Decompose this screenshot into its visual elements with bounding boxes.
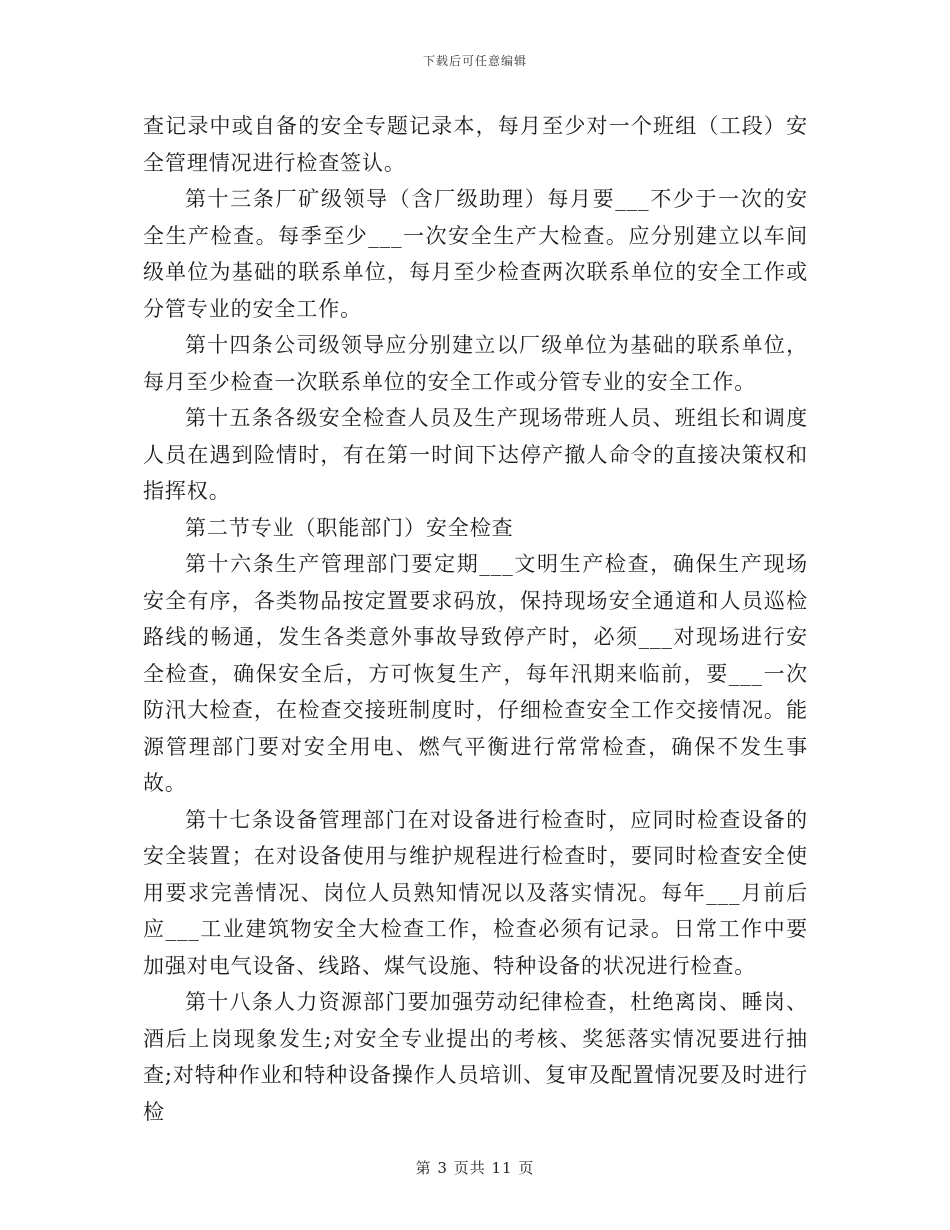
paragraph-article-15: 第十五条各级安全检查人员及生产现场带班人员、班组长和调度人员在遇到险情时，有在第一时间下达停产撤人命令的直接决策权和指挥权。 <box>143 406 808 503</box>
paragraph-article-14: 第十四条公司级领导应分别建立以厂级单位为基础的联系单位，每月至少检查一次联系单位的安全工作或分管专业的安全工作。 <box>143 333 808 394</box>
page-number: 第 3 页共 11 页 <box>415 1159 535 1177</box>
paragraph-article-17: 第十七条设备管理部门在对设备进行检查时，应同时检查设备的安全装置；在对设备使用与维护规程进行检查时，要同时检查安全使用要求完善情况、岗位人员熟知情况以及落实情况。每年___月前后应___工业建筑物安全大检查工作，检查必须有记录。日常工作中要加强对电气设备、线路、煤气设施、特种设备的状况进行检查。 <box>143 807 808 978</box>
paragraph-continuation: 查记录中或自备的安全专题记录本，每月至少对一个班组（工段）安全管理情况进行检查签认。 <box>143 114 808 175</box>
paragraph-article-13: 第十三条厂矿级领导（含厂级助理）每月要___不少于一次的安全生产检查。每季至少___一次安全生产大检查。应分别建立以车间级单位为基础的联系单位，每月至少检查两次联系单位的安全工作或分管专业的安全工作。 <box>143 187 808 321</box>
paragraph-article-16: 第十六条生产管理部门要定期___文明生产检查，确保生产现场安全有序，各类物品按定置要求码放，保持现场安全通道和人员巡检路线的畅通，发生各类意外事故导致停产时，必须___对现场进行安全检查，确保安全后，方可恢复生产，每年汛期来临前，要___一次防汛大检查，在检查交接班制度时，仔细检查安全工作交接情况。能源管理部门要对安全用电、燃气平衡进行常常检查，确保不发生事故。 <box>143 552 808 795</box>
document-body <box>143 108 808 1130</box>
page-header-note: 下载后可任意编辑 <box>422 54 527 68</box>
section-heading: 第二节专业（职能部门）安全检查 <box>185 515 514 540</box>
paragraph-article-18: 第十八条人力资源部门要加强劳动纪律检查，杜绝离岗、睡岗、酒后上岗现象发生;对安全专业提出的考核、奖惩落实情况要进行抽查;对特种作业和特种设备操作人员培训、复审及配置情况要及时进行检 <box>143 990 808 1124</box>
